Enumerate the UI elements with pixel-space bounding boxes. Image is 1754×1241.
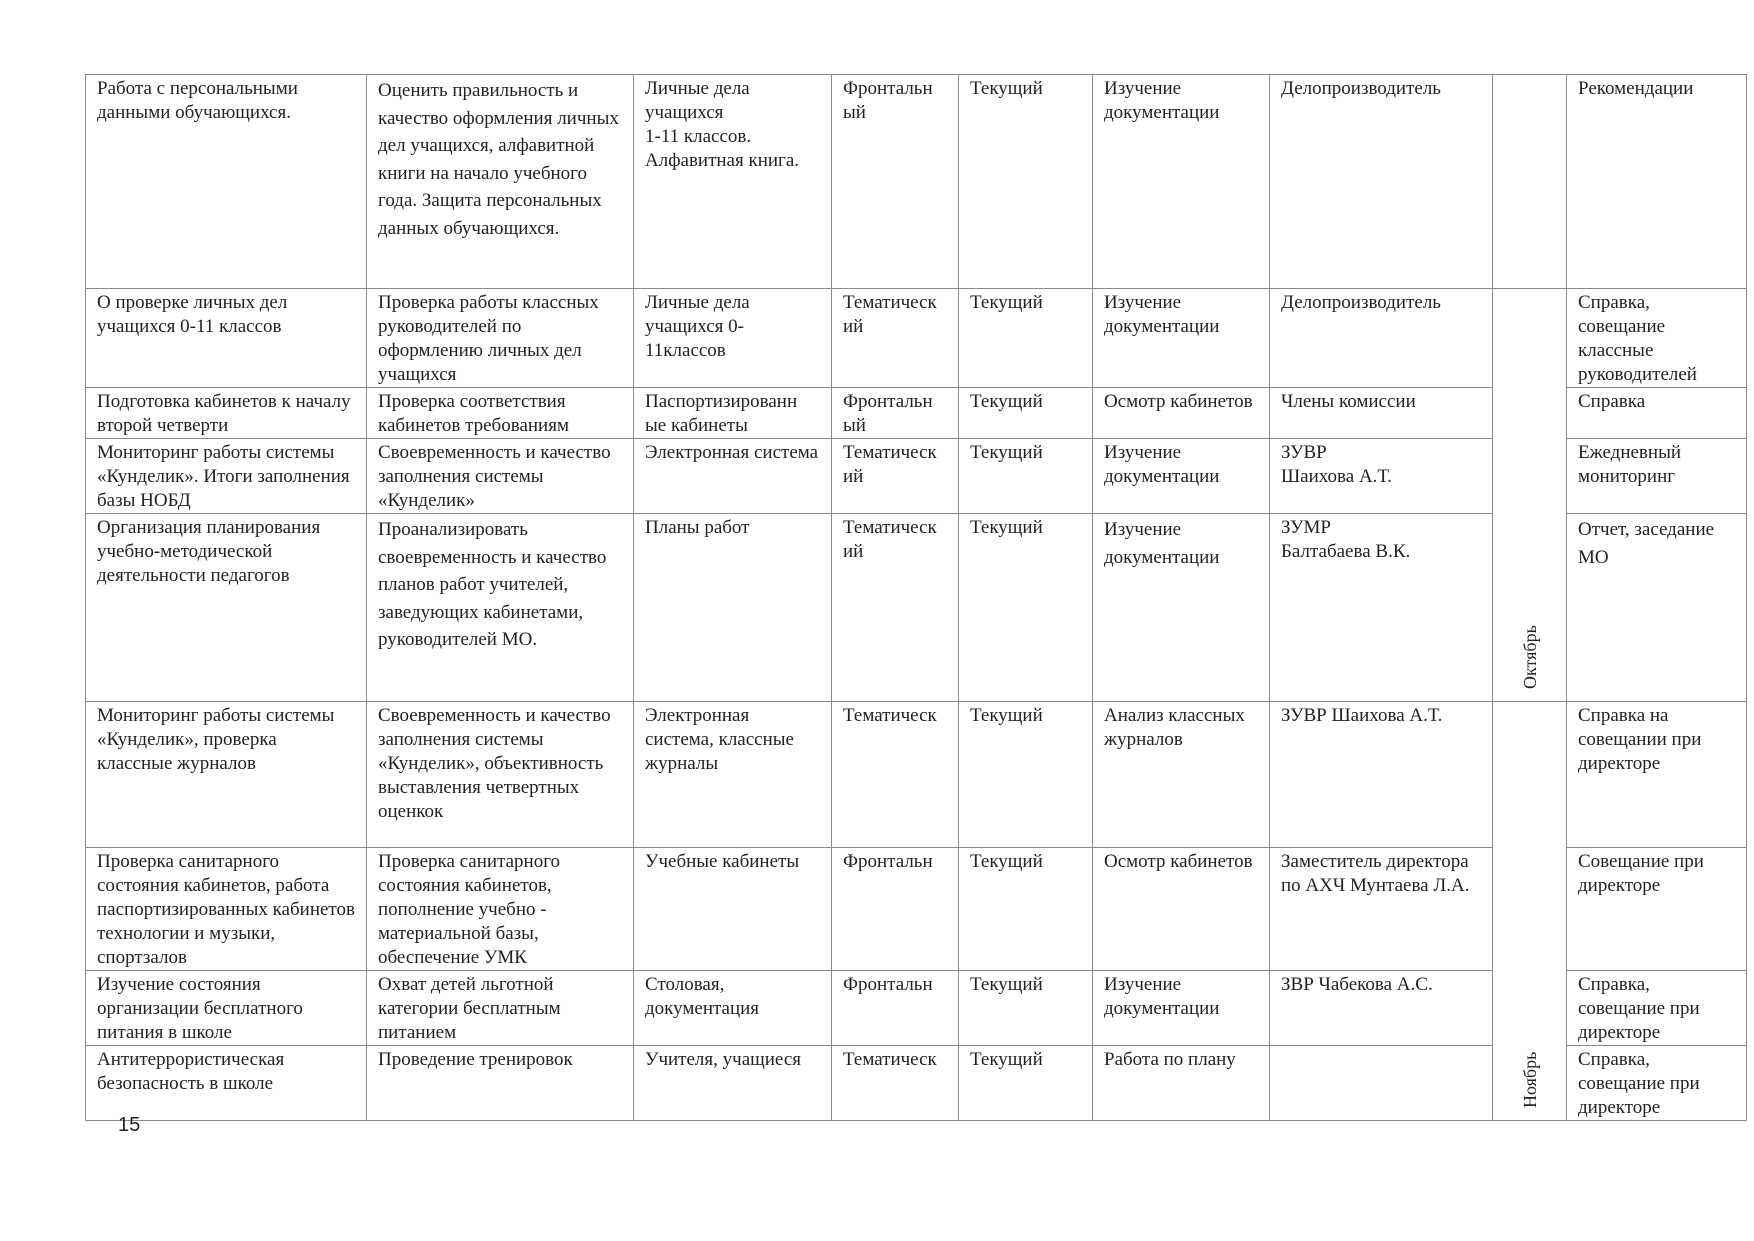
goal-cell: Проверка соответствия кабинетов требованиям: [367, 388, 634, 439]
topic-cell: Организация планирования учебно-методической деятельности педагогов: [86, 514, 367, 702]
page-number: 15: [118, 1114, 141, 1136]
type-cell: Фронтальн ый: [832, 388, 959, 439]
object-cell: Личные дела учащихся 0-11классов: [634, 289, 832, 388]
month-cell: [1493, 75, 1567, 289]
method-cell: Изучение документации: [1093, 971, 1270, 1046]
responsible-cell: Делопроизводитель: [1270, 289, 1493, 388]
method-cell: Изучение документации: [1093, 289, 1270, 388]
object-cell: Учебные кабинеты: [634, 848, 832, 971]
topic-cell: Подготовка кабинетов к началу второй четверти: [86, 388, 367, 439]
responsible-cell: ЗУВР Шаихова А.Т.: [1270, 702, 1493, 848]
type-cell: Фронтальн: [832, 848, 959, 971]
topic-cell: Работа с персональными данными обучающихся.: [86, 75, 367, 289]
goal-cell: Охват детей льготной категории бесплатным питанием: [367, 971, 634, 1046]
topic-cell: Мониторинг работы системы «Кунделик». Итоги заполнения базы НОБД: [86, 439, 367, 514]
goal-cell: Оценить правильность и качество оформления личных дел учащихся, алфавитной книги на начало учебного года. Защита персональных данных обучающихся.: [367, 75, 634, 289]
topic-cell: Мониторинг работы системы «Кунделик», проверка классные журналов: [86, 702, 367, 848]
responsible-cell: [1270, 1046, 1493, 1121]
type-cell: Тематическ: [832, 1046, 959, 1121]
topic-cell: Антитеррористическая безопасность в школе: [86, 1046, 367, 1121]
kind-cell: Текущий: [959, 75, 1093, 289]
goal-cell: Проверка работы классных руководителей по оформлению личных дел учащихся: [367, 289, 634, 388]
kind-cell: Текущий: [959, 514, 1093, 702]
month-label-october: Октябрь: [1519, 625, 1540, 689]
method-cell: Изучение документации: [1093, 514, 1270, 702]
topic-cell: Изучение состояния организации бесплатного питания в школе: [86, 971, 367, 1046]
month-cell-october: [1493, 289, 1567, 702]
goal-cell: Своевременность и качество заполнения системы «Кунделик», объективность выставления четвертных оценкок: [367, 702, 634, 848]
type-cell: Тематическ: [832, 702, 959, 848]
month-cell-november: [1493, 702, 1567, 1121]
method-cell: Осмотр кабинетов: [1093, 848, 1270, 971]
object-cell: Паспортизированн ые кабинеты: [634, 388, 832, 439]
goal-cell: Проведение тренировок: [367, 1046, 634, 1121]
object-cell: Столовая, документация: [634, 971, 832, 1046]
type-cell: Фронтальн: [832, 971, 959, 1046]
responsible-cell: Делопроизводитель: [1270, 75, 1493, 289]
object-cell: Личные дела учащихся 1-11 классов. Алфавитная книга.: [634, 75, 832, 289]
month-label-november: Ноябрь: [1519, 1051, 1540, 1108]
method-cell: Осмотр кабинетов: [1093, 388, 1270, 439]
responsible-cell: Члены комиссии: [1270, 388, 1493, 439]
result-cell: Справка, совещание при директоре: [1567, 1046, 1747, 1121]
type-cell: Тематическ ий: [832, 439, 959, 514]
kind-cell: Текущий: [959, 439, 1093, 514]
result-cell: Справка: [1567, 388, 1747, 439]
result-cell: Отчет, заседание МО: [1567, 514, 1747, 702]
responsible-cell: Заместитель директора по АХЧ Мунтаева Л.А.: [1270, 848, 1493, 971]
result-cell: Совещание при директоре: [1567, 848, 1747, 971]
result-cell: Ежедневный мониторинг: [1567, 439, 1747, 514]
control-plan-table: [85, 74, 1747, 1121]
table-row: [86, 702, 1747, 848]
object-cell: Учителя, учащиеся: [634, 1046, 832, 1121]
kind-cell: Текущий: [959, 848, 1093, 971]
goal-cell: Своевременность и качество заполнения системы «Кунделик»: [367, 439, 634, 514]
table-row: [86, 289, 1747, 388]
topic-cell: О проверке личных дел учащихся 0-11 классов: [86, 289, 367, 388]
responsible-cell: ЗУВР Шаихова А.Т.: [1270, 439, 1493, 514]
method-cell: Работа по плану: [1093, 1046, 1270, 1121]
responsible-cell: ЗУМР Балтабаева В.К.: [1270, 514, 1493, 702]
method-cell: Изучение документации: [1093, 75, 1270, 289]
table-row: [86, 75, 1747, 289]
kind-cell: Текущий: [959, 702, 1093, 848]
type-cell: Тематическ ий: [832, 289, 959, 388]
method-cell: Изучение документации: [1093, 439, 1270, 514]
type-cell: Фронтальн ый: [832, 75, 959, 289]
type-cell: Тематическ ий: [832, 514, 959, 702]
result-cell: Рекомендации: [1567, 75, 1747, 289]
method-cell: Анализ классных журналов: [1093, 702, 1270, 848]
goal-cell: Проверка санитарного состояния кабинетов, пополнение учебно - материальной базы, обеспечение УМК: [367, 848, 634, 971]
goal-cell: Проанализировать своевременность и качество планов работ учителей, заведующих кабинетами, руководителей МО.: [367, 514, 634, 702]
result-cell: Справка, совещание классные руководителей: [1567, 289, 1747, 388]
result-cell: Справка на совещании при директоре: [1567, 702, 1747, 848]
object-cell: Электронная система, классные журналы: [634, 702, 832, 848]
topic-cell: Проверка санитарного состояния кабинетов, работа паспортизированных кабинетов технологии и музыки, спортзалов: [86, 848, 367, 971]
kind-cell: Текущий: [959, 971, 1093, 1046]
responsible-cell: ЗВР Чабекова А.С.: [1270, 971, 1493, 1046]
kind-cell: Текущий: [959, 1046, 1093, 1121]
kind-cell: Текущий: [959, 388, 1093, 439]
object-cell: Планы работ: [634, 514, 832, 702]
result-cell: Справка, совещание при директоре: [1567, 971, 1747, 1046]
object-cell: Электронная система: [634, 439, 832, 514]
kind-cell: Текущий: [959, 289, 1093, 388]
